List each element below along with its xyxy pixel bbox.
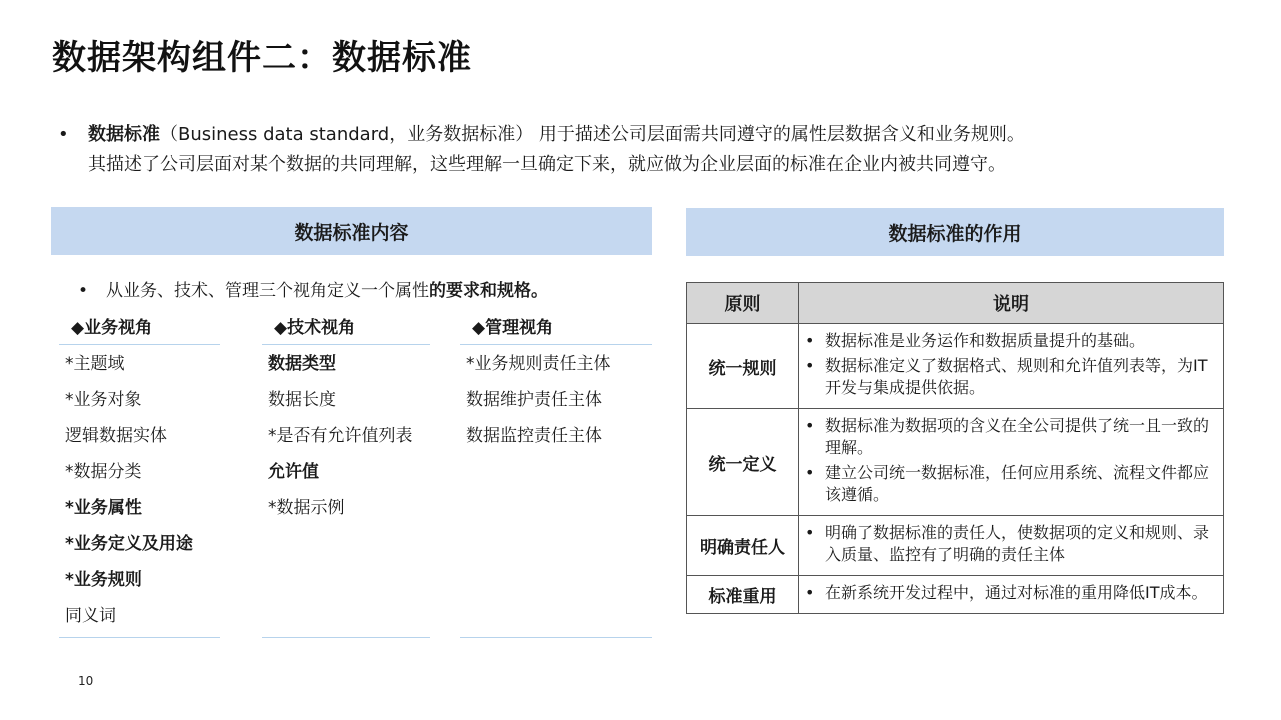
column-title: ◆业务视角 bbox=[59, 316, 220, 345]
standard-role-header: 数据标准的作用 bbox=[686, 208, 1224, 256]
bullet-icon: • bbox=[78, 281, 89, 301]
description-text: 数据标准是业务运作和数据质量提升的基础。 bbox=[825, 331, 1146, 350]
page-title: 数据架构组件二：数据标准 bbox=[52, 38, 472, 78]
column-items bbox=[460, 345, 652, 638]
column-items bbox=[59, 345, 220, 638]
bullet-icon: • bbox=[58, 124, 69, 145]
description-text: 在新系统开发过程中，通过对标准的重用降低IT成本。 bbox=[825, 583, 1208, 602]
list-item: *业务定义及用途 bbox=[65, 534, 193, 554]
description-text: 明确了数据标准的责任人，使数据项的定义和规则、录入质量、监控有了明确的责任主体 bbox=[825, 523, 1210, 564]
bullet-icon: • bbox=[805, 523, 815, 542]
list-item: 数据监控责任主体 bbox=[466, 426, 602, 446]
description-header: 说明 bbox=[799, 283, 1224, 324]
table-row bbox=[687, 324, 1224, 409]
bullet-icon: • bbox=[805, 463, 815, 482]
lead-plain: 从业务、技术、管理三个视角定义一个属性 bbox=[106, 281, 429, 301]
principle-cell: 标准重用 bbox=[687, 576, 799, 614]
list-item bbox=[805, 522, 1223, 566]
column-foot bbox=[262, 529, 430, 638]
column-title: ◆管理视角 bbox=[460, 316, 652, 345]
column-foot bbox=[460, 457, 652, 638]
standard-role-table bbox=[686, 282, 1224, 614]
content-lead bbox=[78, 279, 548, 303]
principle-header: 原则 bbox=[687, 283, 799, 324]
list-item bbox=[805, 355, 1223, 399]
list-item: *业务对象 bbox=[65, 390, 142, 410]
list-item: 数据长度 bbox=[268, 390, 336, 410]
list-item: 逻辑数据实体 bbox=[65, 426, 167, 446]
list-item: 数据类型 bbox=[268, 354, 336, 374]
lead-bold: 的要求和规格。 bbox=[429, 281, 548, 301]
list-item: *业务规则 bbox=[65, 570, 142, 590]
list-item bbox=[805, 415, 1223, 459]
list-item bbox=[805, 462, 1223, 506]
intro-line-1 bbox=[88, 120, 1238, 150]
intro-term: 数据标准 bbox=[88, 124, 160, 145]
description-text: 建立公司统一数据标准，任何应用系统、流程文件都应该遵循。 bbox=[825, 463, 1210, 504]
intro-paragraph bbox=[58, 120, 1238, 180]
list-item: *数据示例 bbox=[268, 498, 345, 518]
list-item bbox=[805, 330, 1223, 352]
description-cell bbox=[799, 516, 1224, 576]
list-item: *主题域 bbox=[65, 354, 125, 374]
description-cell bbox=[799, 324, 1224, 409]
principle-cell: 统一规则 bbox=[687, 324, 799, 409]
description-cell bbox=[799, 409, 1224, 516]
table-row bbox=[687, 576, 1224, 614]
table-header-row bbox=[687, 283, 1224, 324]
list-item: 同义词 bbox=[65, 606, 116, 626]
description-text: 数据标准定义了数据格式、规则和允许值列表等，为IT开发与集成提供依据。 bbox=[825, 356, 1208, 397]
intro-line-1-rest: （Business data standard，业务数据标准） 用于描述公司层面需共同遵守的属性层数据含义和业务规则。 bbox=[160, 124, 1025, 145]
bullet-icon: • bbox=[805, 416, 815, 435]
standard-content-header: 数据标准内容 bbox=[51, 207, 652, 255]
column-title: ◆技术视角 bbox=[262, 316, 430, 345]
management-view-column bbox=[460, 316, 652, 638]
bullet-icon: • bbox=[805, 331, 815, 350]
column-foot bbox=[59, 637, 220, 638]
list-item: *是否有允许值列表 bbox=[268, 426, 413, 446]
list-item: 允许值 bbox=[268, 462, 319, 482]
intro-line-2: 其描述了公司层面对某个数据的共同理解，这些理解一旦确定下来，就应做为企业层面的标准在企业内被共同遵守。 bbox=[88, 154, 1006, 175]
table-row bbox=[687, 409, 1224, 516]
technical-view-column bbox=[262, 316, 430, 638]
bullet-icon: • bbox=[805, 583, 815, 602]
bullet-icon: • bbox=[805, 356, 815, 375]
principle-cell: 统一定义 bbox=[687, 409, 799, 516]
description-cell bbox=[799, 576, 1224, 614]
description-text: 数据标准为数据项的含义在全公司提供了统一且一致的理解。 bbox=[825, 416, 1210, 457]
table-row bbox=[687, 516, 1224, 576]
list-item bbox=[805, 582, 1223, 604]
list-item: *业务属性 bbox=[65, 498, 142, 518]
business-view-column bbox=[59, 316, 220, 638]
page-number: 10 bbox=[78, 674, 94, 688]
principle-cell: 明确责任人 bbox=[687, 516, 799, 576]
list-item: *数据分类 bbox=[65, 462, 142, 482]
list-item: 数据维护责任主体 bbox=[466, 390, 602, 410]
list-item: *业务规则责任主体 bbox=[466, 354, 611, 374]
column-items bbox=[262, 345, 430, 638]
